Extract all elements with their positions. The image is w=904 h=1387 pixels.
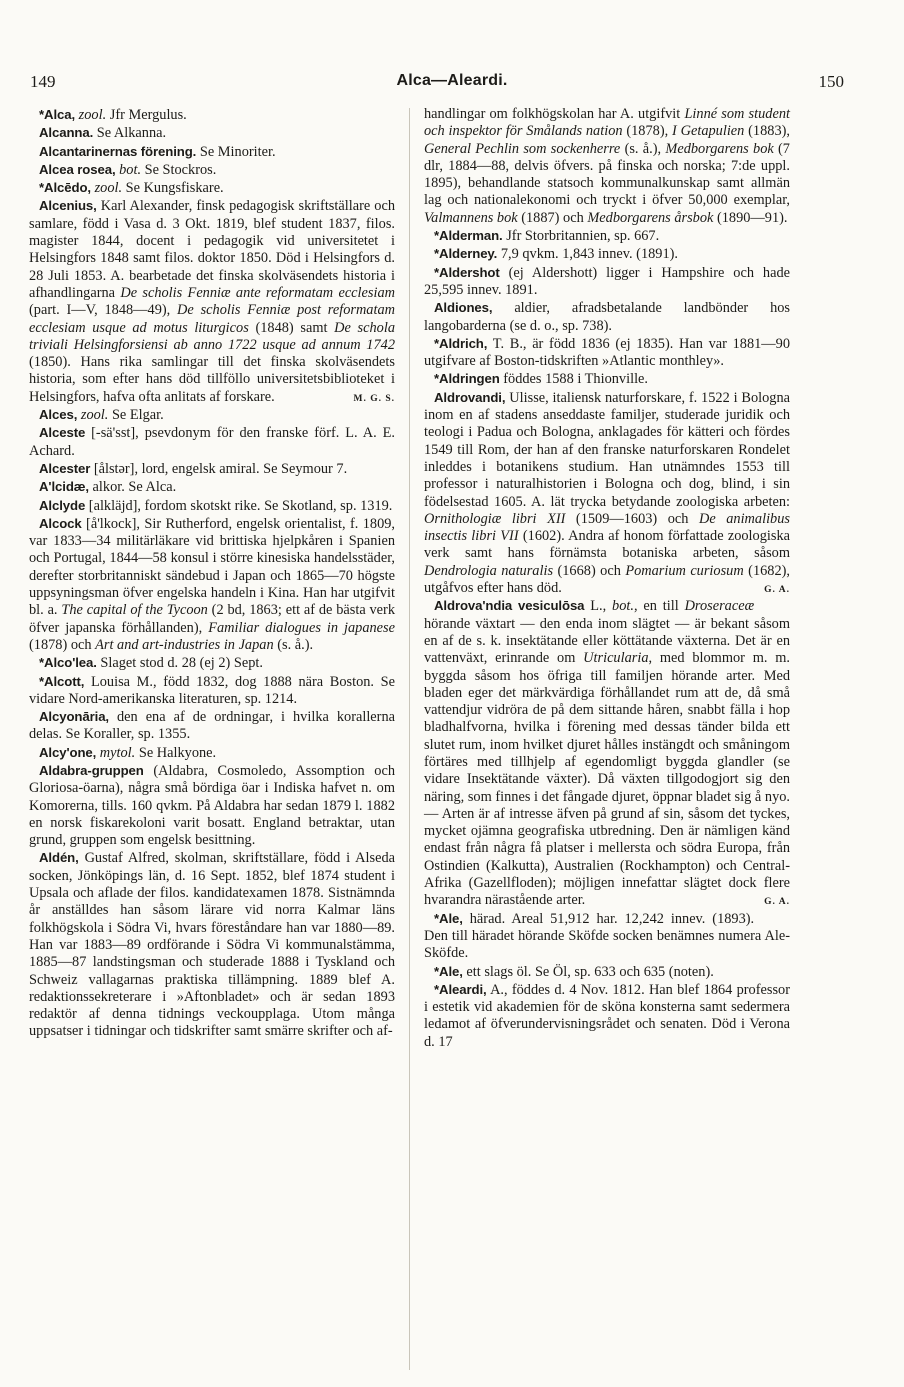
headword: Aldén, — [39, 850, 79, 866]
work-title: De scholis Fenniæ post reformatam ecclesiam usque ad motus liturgicos — [29, 302, 395, 336]
entry-ale-ol — [424, 963, 790, 981]
entry-text: Ulisse, italiensk naturforskare, f. 1522 i Bologna inom en af stadens anseddaste familjer, studerade juridik och teologi i Padua och Bologna, anklagades för kätteri och fördes 1549 till Rom, der han af den franske naturforskaren Rondelet inleddes i botanikens studium. Han utnämndes 1553 till professor i naturalhistorien i Bologna och dog, blind, i sin födelsestad 1605. A. lät trycka betydande zoologiska arbeten: — [424, 389, 790, 510]
entry-aleardi — [424, 981, 790, 1051]
entry-text: [å'lkock], Sir Rutherford, engelsk orientalist, f. 1809, var 1833—34 militärläkare vid brittiska hjelpkåren i Spanien och Portugal, 1844—58 konsul i större kinesiska handelsstäder, derefter storbritanniskt sändebud i Japan och 1865—70 högste uppsyningsman öfver engelska handeln i Kina. Han har utgifvit bl. a. — [29, 515, 395, 619]
author-signature: G. A. — [764, 897, 790, 908]
entry-text: Slaget stod d. 28 (ej 2) Sept. — [96, 655, 263, 672]
entry-alcenius — [29, 197, 395, 406]
entry-text: Se Stockros. — [141, 161, 217, 178]
headword: A'lcidæ, — [39, 479, 89, 495]
entry-alcidae — [29, 478, 395, 496]
entry-text: Se Alkanna. — [93, 125, 167, 142]
headword: *Ale, — [434, 963, 463, 979]
headword: Alcy'one, — [39, 744, 97, 760]
headword: Alcyonāria, — [39, 709, 109, 725]
right-column — [424, 106, 790, 1051]
entry-text: Se Elgar. — [108, 407, 164, 424]
entry-text: handlingar om folkhögskolan har A. utgifvit — [424, 106, 685, 122]
entry-text: (1890—91). — [713, 209, 788, 226]
entry-text: (1878) och — [29, 636, 96, 653]
headword: *Alco'lea. — [39, 655, 97, 671]
entry-text: [alkläjd], fordom skotskt rike. Se Skotland, sp. 1319. — [85, 497, 393, 514]
author-signature: M. G. S. — [353, 393, 395, 404]
entry-alcester — [29, 460, 395, 478]
entry-text: alkor. Se Alca. — [88, 479, 177, 496]
entry-alcea-rosea — [29, 161, 395, 179]
page-number-right: 150 — [818, 72, 844, 91]
entry-text: Se Halkyone. — [135, 744, 217, 761]
work-title: Pomarium curiosum — [625, 562, 744, 579]
label-tag: zool. — [78, 107, 107, 123]
entry-aldrovandia — [424, 597, 790, 909]
page-header — [30, 72, 874, 94]
label-tag: zool. — [94, 180, 123, 197]
entry-alcolea — [29, 654, 395, 672]
work-title: De schola triviali Helsingforsiensi ab anno 1722 usque ad annum 1742 — [29, 319, 395, 353]
left-column — [29, 106, 395, 1041]
entry-text: Karl Alexander, finsk pedagogisk skriftställare och samlare, född i Vasa d. 3 Okt. 1819, blef student 1837, filos. magister 1844, docent i pedagogik vid universitetet i Helsingfors 1848 samt filos. doktor 1850. Död i Helsingfors d. 28 Juli 1853. A. bearbetade det finska skolväsendets historia i afhandlingarna — [29, 198, 395, 301]
entry-text: (1878), — [622, 123, 673, 140]
entry-text: Se Minoriter. — [196, 143, 276, 160]
entry-alden-continued — [424, 106, 790, 227]
entry-text: [ålstər], lord, engelsk amiral. Se Seymour 7. — [90, 460, 348, 477]
label-tag: bot. — [119, 161, 142, 178]
headword: Alclyde — [39, 497, 86, 513]
entry-alcott — [29, 673, 395, 709]
column-divider — [409, 108, 410, 1370]
entry-text: (1883), — [744, 123, 790, 140]
entry-alclyde — [29, 497, 395, 515]
page-number-left: 149 — [30, 72, 56, 91]
work-title: The capital of the Tycoon — [61, 602, 208, 619]
entry-alderney — [424, 245, 790, 263]
headword: Aldrova'ndia vesiculōsa — [434, 598, 585, 614]
taxon-name: Droseraceæ — [684, 598, 755, 615]
entry-ale-harad — [424, 910, 790, 963]
entry-text: (s. å.), — [620, 140, 666, 157]
entry-alcantarinernas — [29, 143, 395, 161]
work-title: Valmannens bok — [424, 209, 518, 226]
headword: *Alderman. — [434, 228, 503, 244]
work-title: Art and art-industries in Japan — [95, 636, 274, 653]
entry-alcedo — [29, 179, 395, 197]
entry-text: hörande växtart — den enda inom slägtet — är bekant såsom en af de s. k. insektätande eller köttätande växterna. Det är en vattenväxt, erinrande om — [424, 615, 790, 667]
work-title: Linné som student och inspektor för Smålands nation — [424, 106, 790, 140]
headword: Aldrovandi, — [434, 389, 506, 405]
entry-alces — [29, 406, 395, 424]
entry-text: (part. I—V, 1848—49), — [29, 302, 178, 319]
entry-text: aldier, afradsbetalande landbönder hos langobarderna (se d. o., sp. 738). — [424, 300, 790, 334]
entry-aldrich — [424, 335, 790, 371]
entry-text: Louisa M., född 1832, dog 1888 nära Boston. Se vidare Nord-amerikanska literaturen, sp. 1214. — [29, 673, 395, 707]
entry-text: , en till — [633, 598, 685, 615]
work-title: De animalibus insectis libri VII — [424, 510, 790, 545]
entry-alderman — [424, 227, 790, 245]
entry-text: den ena af de ordningar, i hvilka korallerna delas. Se Koraller, sp. 1355. — [29, 709, 395, 743]
headword: Alcantarinernas förening. — [39, 143, 197, 159]
headword: *Aldrich, — [434, 335, 488, 351]
work-title: I Getapulien — [672, 123, 745, 140]
headword: Alces, — [39, 407, 78, 423]
entry-text: (ej Aldershott) ligger i Hampshire och hade 25,595 innev. 1891. — [424, 264, 790, 298]
entry-text: (1668) och — [553, 562, 626, 579]
headword: *Aldringen — [434, 371, 500, 387]
taxon-name: Utricularia — [583, 650, 649, 667]
author-signature: G. A. — [764, 585, 790, 596]
headword: *Ale, — [434, 910, 463, 926]
entry-text: (7 dlr, 1884—88, delvis öfvers. på finska och norska; 7:de uppl. 1895), behandlande statsoch kommunalkunskap samt allmän lag och nationalekonomi och tryckt i öfver 50,000 exemplar, — [424, 140, 790, 209]
headword: Alcester — [39, 460, 91, 476]
entry-alden — [29, 849, 395, 1040]
entry-text: (Aldabra, Cosmoledo, Assomption och Gloriosa-öarna), några små bördiga öar i Indiska hafvet n. om Komorerna, tills. 160 qvkm. På Aldabra har sedan 1879 l. 1882 en norsk fiskarekoloni varit bosatt. England betraktar, utan grund, gruppen som engelsk besittning. — [29, 762, 395, 849]
headword: *Aldershot — [434, 264, 500, 280]
entry-text: Jfr Storbritannien, sp. 667. — [502, 228, 660, 245]
entry-text: T. B., är född 1836 (ej 1835). Han var 1881—90 utgifvare af Boston-tidskriften »Atlantic monthley». — [424, 335, 790, 370]
work-title: General Pechlin som sockenherre — [424, 140, 621, 157]
entry-text: L., — [584, 598, 613, 615]
entry-alceste — [29, 424, 395, 460]
entry-text: A., föddes d. 4 Nov. 1812. Han blef 1864 professor i estetik vid akademien för de sköna konsterna samt sedermera ledamot af öfverundervisningsrådet och senaten. Död i Verona d. 17 — [424, 981, 790, 1050]
entry-text: (1682), utgåfvos efter hans död. — [424, 562, 790, 597]
entry-text: (1509—1603) och — [565, 510, 699, 527]
work-title: Dendrologia naturalis — [424, 562, 554, 579]
entry-text: härad. Areal 51,912 har. 12,242 innev. (1893). Den till häradet hörande Sköfde socken benämnes numera Ale-Sköfde. — [424, 910, 790, 962]
headword: Aldiones, — [434, 300, 493, 316]
entry-text: 7,9 qvkm. 1,843 innev. (1891). — [497, 246, 678, 263]
work-title: De scholis Fenniæ ante reformatam ecclesiam — [120, 284, 395, 301]
entry-alcanna — [29, 124, 395, 142]
entry-alcyonaria — [29, 708, 395, 744]
label-tag: bot. — [612, 598, 634, 615]
entry-alca — [29, 106, 395, 124]
headword: Alcea rosea, — [39, 161, 116, 177]
headword: *Alcott, — [39, 673, 85, 689]
headword: *Alca, — [39, 107, 76, 122]
entry-text: Se Kungsfiskare. — [122, 180, 224, 197]
work-title: Medborgarens årsbok — [587, 209, 714, 226]
work-title: Ornithologiæ libri XII — [424, 510, 566, 527]
entry-aldiones — [424, 299, 790, 335]
entry-aldabra-gruppen — [29, 762, 395, 849]
headword: Alcenius, — [39, 198, 97, 214]
headword: Alcanna. — [39, 125, 94, 141]
headword: Aldabra-gruppen — [39, 762, 144, 778]
entry-alcock — [29, 515, 395, 654]
entry-aldrovandi — [424, 389, 790, 598]
headword: *Alderney. — [434, 246, 498, 262]
entry-text: (1602). Andra af honom författade zoologiska verk samt hans förnämsta botaniska arbeten, såsom — [424, 528, 790, 562]
entry-aldershot — [424, 264, 790, 300]
running-title: Alca—Aleardi. — [396, 72, 508, 89]
work-title: Familiar dialogues in japanese — [208, 619, 395, 636]
work-title: Medborgarens bok — [665, 140, 774, 157]
headword: *Aleardi, — [434, 981, 487, 997]
headword: Alceste — [39, 425, 86, 441]
headword: *Alcēdo, — [39, 180, 91, 196]
headword: Alcock — [39, 515, 82, 531]
entry-alcyone — [29, 744, 395, 762]
entry-text: Jfr Mergulus. — [106, 107, 187, 123]
entry-text: (1887) och — [517, 209, 588, 226]
entry-text: (2 bd, 1863; ett af de bästa verk öfver japanska förhållanden), — [29, 602, 395, 636]
entry-text: ett slags öl. Se Öl, sp. 633 och 635 (noten). — [462, 963, 714, 980]
label-tag: mytol. — [99, 744, 136, 761]
entry-text: (1848) samt — [248, 319, 335, 336]
entry-aldringen — [424, 370, 790, 388]
entry-text: (s. å.). — [273, 636, 314, 653]
entry-text: (1850). Hans rika samlingar till det finska skolväsendets historia, som efter hans död tillföllo universitetsbiblioteket i Helsingfors, hafva ofta anlitats af forskare. — [29, 354, 395, 405]
entry-text: [-sä'sst], psevdonym för den franske förf. L. A. E. Achard. — [29, 425, 395, 459]
entry-text: , med blommor m. m. byggda såsom hos öfriga till familjen hörande arter. Med bladen eger det märkvärdiga förhållandet rum att de, då små vattendjur vidröra de på dem sittande håren, snabbt fälla i hop bladhalfvorna, hvilka i förening med dessas tänder bilda ett slutet rum, inom hvilket djuret hålles instängdt och småningom förtäres med tillhjelp af egendomligt byggda glandler (se vidare Insektätande växter). Då växten tillgodogjort sig den näring, som finnes i det fångade djuret, öppnar bladet sig å nyo. — Arten är af intresse äfven på grund af sin, såsom det tyckes, mycket ojämna geografiska utbredning. Den är nämligen känd endast från några få platser i mellersta och södra Europa, från Ostindien (Kalkutta), Australien (Rockhampton) och Central-Afrika (Gazellfloden); möjligen innefattar slägtet dock flere hvarandra närastående arter. — [424, 650, 790, 909]
entry-text: Gustaf Alfred, skolman, skriftställare, född i Alseda socken, Jönköpings län, d. 16 Sept. 1852, blef 1874 student i Upsala och aflade der filos. kandidatexamen 1878. Sistnämnda år anställdes han såsom lärare vid norra Kalmar läns folkhögskola i Södra Vi, hvars föreståndare han var 1880—89. Han var 1883—89 ordförande i Södra Vi kommunalstämma, 1885—87 landstingsman och studerade 1888 i Tyskland och Schweiz vallagarnas praktiska tillämpning. 1889 blef A. redaktionssekreterare i »Aftonbladet» och är sedan 1893 redaktör af denna tidnings veckoupplaga. Utom många uppsatser i tidningar och tidskrifter samt smärre skrifter och af- — [29, 850, 395, 1040]
label-tag: zool. — [80, 407, 109, 424]
entry-text: föddes 1588 i Thionville. — [499, 371, 649, 388]
